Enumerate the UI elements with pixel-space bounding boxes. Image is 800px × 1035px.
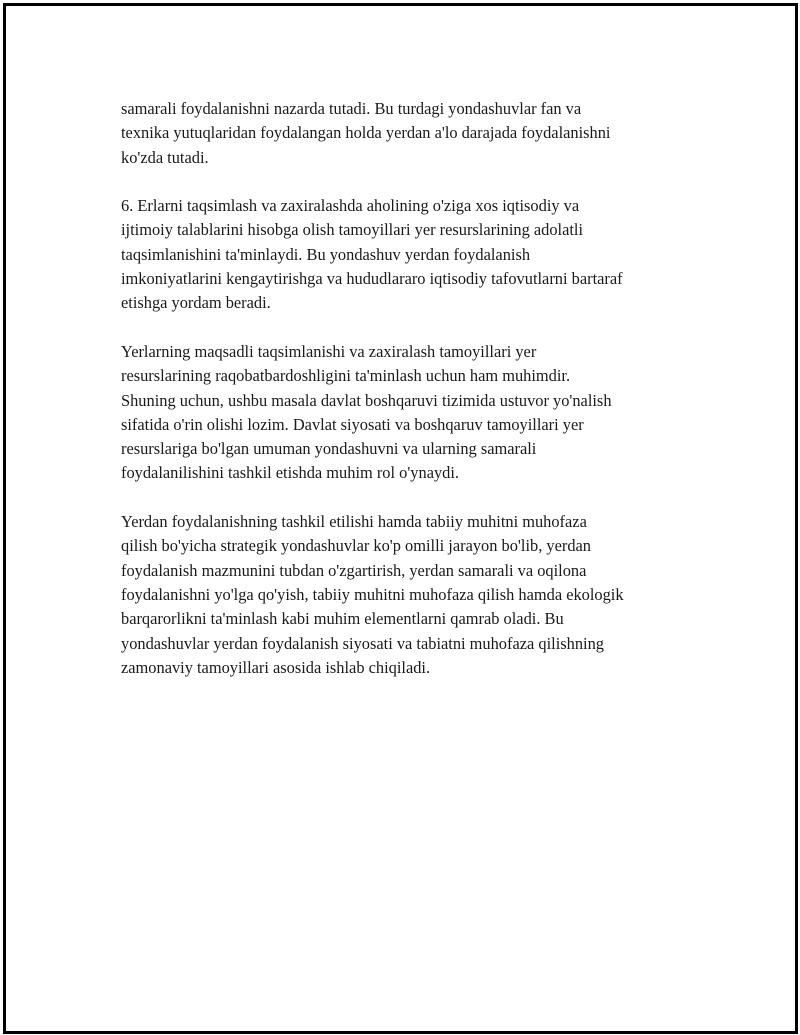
text-line: barqarorlikni ta'minlash kabi muhim elementlarni qamrab oladi. Bu	[121, 609, 564, 629]
text-line: Yerlarning maqsadli taqsimlanishi va zaxiralash tamoyillari yer	[121, 341, 537, 361]
text-line: resurslariga bo'lgan umuman yondashuvni va ularning samarali	[121, 439, 537, 459]
paragraph-2	[121, 194, 696, 315]
page-body	[121, 97, 696, 680]
text-line: yondashuvlar yerdan foydalanish siyosati va tabiatni muhofaza qilishning	[121, 633, 604, 653]
text-line: resurslarining raqobatbardoshligini ta'minlash uchun ham muhimdir.	[121, 366, 571, 386]
text-line: 6. Erlarni taqsimlash va zaxiralashda aholining o'ziga xos iqtisodiy va	[121, 196, 580, 216]
text-line: texnika yutuqlaridan foydalangan holda yerdan a'lo darajada foydalanishni	[121, 123, 611, 143]
text-line: foydalanish mazmunini tubdan o'zgartirish, yerdan samarali va oqilona	[121, 560, 587, 580]
text-line: samarali foydalanishni nazarda tutadi. Bu turdagi yondashuvlar fan va	[121, 99, 582, 118]
paragraph-1	[121, 97, 696, 170]
paragraph-3	[121, 340, 696, 486]
text-line: Yerdan foydalanishning tashkil etilishi hamda tabiiy muhitni muhofaza	[121, 512, 587, 532]
text-line: foydalanilishini tashkil etishda muhim rol o'ynaydi.	[121, 463, 460, 483]
text-line: taqsimlanishini ta'minlaydi. Bu yondashuv yerdan foydalanish	[121, 244, 531, 264]
text-line: zamonaviy tamoyillari asosida ishlab chiqiladi.	[121, 657, 431, 677]
text-line: ijtimoiy talablarini hisobga olish tamoyillari yer resurslarining adolatli	[121, 220, 584, 240]
page-frame	[3, 3, 798, 1034]
text-line: Shuning uchun, ushbu masala davlat boshqaruvi tizimida ustuvor yo'nalish	[121, 390, 612, 410]
text-line: etishga yordam beradi.	[121, 293, 271, 313]
text-line: ko'zda tutadi.	[121, 147, 209, 167]
text-line: foydalanishni yo'lga qo'yish, tabiiy muhitni muhofaza qilish hamda ekologik	[121, 584, 624, 604]
paragraph-4	[121, 510, 696, 680]
text-line: qilish bo'yicha strategik yondashuvlar ko'p omilli jarayon bo'lib, yerdan	[121, 536, 591, 556]
text-line: sifatida o'rin olishi lozim. Davlat siyosati va boshqaruv tamoyillari yer	[121, 414, 584, 434]
text-line: imkoniyatlarini kengaytirishga va hududlararo iqtisodiy tafovutlarni bartaraf	[121, 269, 623, 289]
